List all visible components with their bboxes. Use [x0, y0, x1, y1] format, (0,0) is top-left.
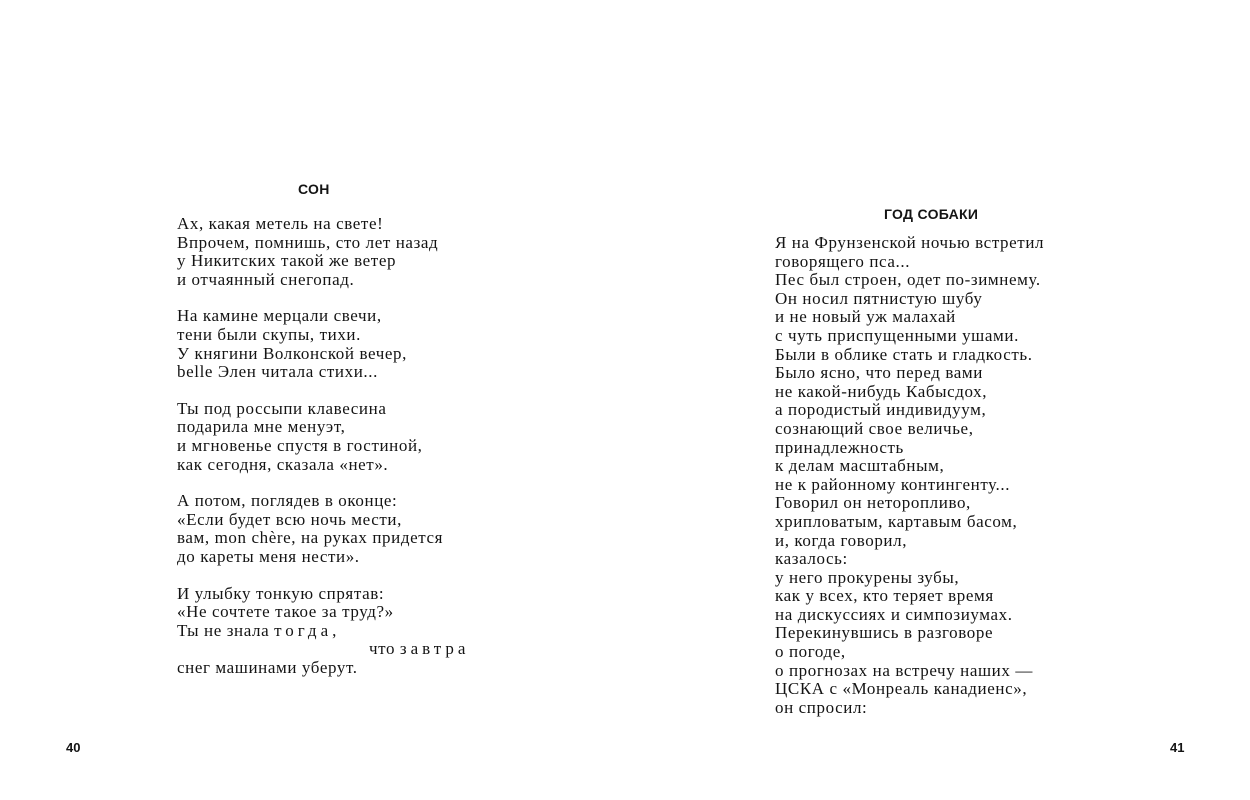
stanza [177, 492, 469, 566]
poem-line: подарила мне менуэт, [177, 417, 346, 437]
poem-line: Впрочем, помнишь, сто лет назад [177, 232, 439, 252]
poem-line: и не новый уж малахай [775, 307, 956, 327]
poem-line: вам, mon chère, на руках придется [177, 528, 444, 548]
poem-line: Перекинувшись в разговоре [775, 623, 994, 643]
stanza [177, 215, 469, 289]
poem-line: у него прокурены зубы, [775, 567, 960, 587]
poem-line [177, 640, 469, 659]
poem-line: у Никитских такой же ветер [177, 251, 397, 271]
poem-line: и мгновенье спустя в гостиной, [177, 435, 423, 455]
poem-line: Говорил он неторопливо, [775, 493, 971, 513]
stanza [177, 400, 469, 474]
poem-line: и отчаянный снегопад. [177, 269, 355, 289]
poem-line: Пес был строен, одет по-зимнему. [775, 270, 1041, 290]
poem-line: Он носил пятнистую шубу [775, 288, 983, 308]
poem-line: И улыбку тонкую спрятав: [177, 583, 385, 603]
poem-line: не какой-нибудь Кабысдох, [775, 381, 988, 401]
poem-line: о прогнозах на встречу наших — [775, 660, 1033, 680]
poem-line: он спросил: [775, 697, 868, 717]
poem-line: У княгини Волконской вечер, [177, 343, 407, 363]
poem-body-son [177, 215, 469, 677]
poem-line: казалось: [775, 549, 848, 569]
poem-line: говорящего пса... [775, 251, 911, 271]
poem-title-god-sobaki: ГОД СОБАКИ [884, 206, 979, 222]
poem-line-emphasis: тогда, [274, 620, 341, 640]
page-number-left: 40 [66, 740, 81, 755]
poem-line: к делам масштабным, [775, 456, 945, 476]
poem-line: «Не сочтете такое за труд?» [177, 602, 394, 622]
right-page [625, 0, 1250, 800]
poem-line: с чуть приспущенными ушами. [775, 325, 1019, 345]
poem-line: Были в облике стать и гладкость. [775, 344, 1033, 364]
poem-line: ЦСКА с «Монреаль канадиенс», [775, 679, 1028, 699]
poem-line: на дискуссиях и симпозиумах. [775, 604, 1013, 624]
poem-line: и, когда говорил, [775, 530, 908, 550]
poem-line: Я на Фрунзенской ночью встретил [775, 233, 1045, 252]
stanza [177, 307, 469, 381]
poem-line: Ты под россыпи клавесина [177, 398, 387, 418]
poem-line: А потом, поглядев в оконце: [177, 491, 398, 511]
poem-line: как у всех, кто теряет время [775, 586, 994, 606]
poem-line: «Если будет всю ночь мести, [177, 509, 402, 529]
poem-line: Было ясно, что перед вами [775, 363, 983, 383]
poem-line: а породистый индивидуум, [775, 400, 987, 420]
poem-line-prefix: Ты не знала [177, 620, 275, 640]
poem-title-son: СОН [298, 181, 330, 197]
poem-line: принадлежность [775, 437, 904, 457]
poem-line: сознающий свое величье, [775, 418, 974, 438]
poem-line-emphasis: завтра [399, 639, 470, 659]
poem-line: Ах, какая метель на свете! [177, 214, 384, 233]
poem-line-prefix: что [369, 639, 400, 659]
poem-line: belle Элен читала стихи... [177, 362, 378, 382]
poem-line: как сегодня, сказала «нет». [177, 454, 389, 474]
poem-line: о погоде, [775, 642, 846, 662]
page-number-right: 41 [1170, 740, 1185, 755]
poem-line: снег машинами уберут. [177, 657, 358, 677]
poem-line: На камине мерцали свечи, [177, 306, 382, 326]
poem-line: не к районному контингенту... [775, 474, 1011, 494]
poem-line: тени были скупы, тихи. [177, 324, 361, 344]
poem-line: до кареты меня нести». [177, 546, 360, 566]
stanza [177, 585, 469, 678]
poem-body-god-sobaki [775, 234, 1044, 717]
poem-line [177, 622, 469, 641]
poem-line: хрипловатым, картавым басом, [775, 511, 1018, 531]
